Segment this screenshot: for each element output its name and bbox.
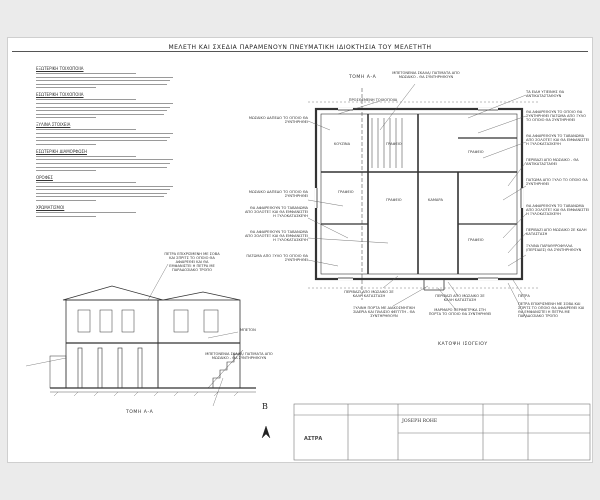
section-roof — [63, 286, 163, 300]
section-drawing — [26, 264, 256, 406]
plan-annotation-left: ΘΑ ΑΦΑΙΡΕΘΟΥΝ ΤΟ ΤΑΒΑΝΩΜΑ ΑΠΟ ΣΟΛΟΤΕΞ ΚΑΙ ΘΑ ΕΜΦΑΝΙΣΤΕΙ Η ΞΥΛΟΚΑΤΑΣΚΕΥΗ — [244, 230, 308, 242]
section-caption: ΤΟΜΗ Α-Α — [126, 410, 154, 415]
plan-annotation-bottom: ΠΕΤΡΑ — [518, 294, 530, 298]
north-arrow-icon — [262, 426, 270, 438]
plan-annotation-left: ΠΑΤΩΜΑ ΑΠΟ ΞΥΛΟ ΤΟ ΟΠΟΙΟ ΘΑ ΣΥΝΤΗΡΗΘΕΙ — [246, 254, 308, 262]
note-heading: ΕΣΩΤΕΡΙΚΗ ΤΟΙΧΟΠΟΙΙΑ — [36, 92, 84, 98]
plan-annotation-left: ΜΩΣΑΙΚΟ ΔΑΠΕΔΟ ΤΟ ΟΠΟΙΟ ΘΑ ΣΥΝΤΗΡΗΘΕΙ — [248, 190, 308, 198]
plan-annotation-right: ΠΕΡΙΒΑΖΙ ΑΠΟ ΜΩΣΑΙΚΟ - ΘΑ ΑΝΤΙΚΑΤΑΣΤΑΘΕΙ — [526, 158, 579, 166]
note-heading: ΧΡΩΜΑΤΙΣΜΟΙ — [36, 205, 65, 211]
note-heading: ΞΥΛΙΝΑ ΣΤΟΙΧΕΙΑ — [36, 122, 71, 128]
plan-annotation-right: ΤΑ ΕΙΔΗ ΥΓΙΕΙΝΗΣ ΘΑ ΑΝΤΙΚΑΤΑΣΤΑΘΟΥΝ — [526, 90, 565, 98]
plan-annotation-left: ΜΩΣΑΙΚΟ ΔΑΠΕΔΟ ΤΟ ΟΠΟΙΟ ΘΑ ΣΥΝΤΗΡΗΘΕΙ — [248, 116, 308, 124]
plan-annotation-bottom: ΠΕΤΡΑ ΕΠΙΧΡΙΣΜΕΝΗ ΜΕ ΣΟΒΑ ΚΑΙ ΣΠΡΙΤΣ ΤΟ ΟΠΟΙΟ ΘΑ ΑΦΑΙΡΕΘΕΙ ΚΑΙ ΘΑ ΕΜΦΑΝΙΣΤΕΙ Η ΠΕΤΡΑ ΜΕ ΠΑΡΑΔΟΣΙΑΚΟ ΤΡΟΠΟ — [518, 302, 585, 318]
ground-hatch — [54, 392, 238, 396]
plan-annotation-right: ΘΑ ΑΦΑΙΡΕΘΟΥΝ ΤΟ ΤΑΒΑΝΩΜΑ ΑΠΟ ΣΟΛΟΤΕΞ ΚΑΙ ΘΑ ΕΜΦΑΝΙΣΤΕΙ Η ΞΥΛΟΚΑΤΑΣΚΕΥΗ — [526, 134, 590, 146]
room-label: ΓΡΑΦΕΙΟ — [386, 198, 402, 202]
architect-name: JOSEPH ROHE — [402, 419, 438, 424]
plan-section-marker: ΤΟΜΗ Α-Α — [349, 75, 377, 80]
company-logo-text: ΑΣΤΡΑ — [304, 436, 323, 442]
plan-caption: ΚΑΤΟΨΗ ΙΣΟΓΕΙΟΥ — [438, 342, 488, 347]
plan-annotation-right: ΘΑ ΑΦΑΙΡΕΘΟΥΝ ΤΟ ΤΑΒΑΝΩΜΑ ΑΠΟ ΣΟΛΟΤΕΞ ΚΑΙ ΘΑ ΕΜΦΑΝΙΣΤΕΙ Η ΞΥΛΟΚΑΤΑΣΚΕΥΗ — [526, 204, 590, 216]
note-heading: ΟΡΟΦΕΣ — [36, 175, 53, 181]
note-heading: ΕΣΩΤΕΡΙΚΗ ΔΙΑΜΟΡΦΩΣΗ — [36, 148, 87, 154]
plan-annotation-right: ΠΑΤΩΜΑ ΑΠΟ ΞΥΛΟ ΤΟ ΟΠΟΙΟ ΘΑ ΣΥΝΤΗΡΗΘΕΙ — [526, 178, 588, 186]
plan-windows — [316, 109, 522, 279]
section-columns — [78, 348, 142, 388]
drawing-canvas — [8, 38, 592, 462]
floor-plan — [316, 88, 522, 300]
plan-annotation-top-1: ΜΠΕΤΟΝΕΝΙΑ ΣΚΑΛΑ/ ΠΑΤΙΜΑΤΑ ΑΠΟ ΜΩΣΑΙΚΟ - ΘΑ ΣΥΝΤΗΡΗΘΟΥΝ — [392, 71, 460, 79]
drawing-sheet — [7, 37, 593, 463]
plan-annotation-bottom: ΠΕΡΙΒΑΖΙ ΑΠΟ ΜΩΣΑΙΚΟ ΣΕ ΚΑΛΗ ΚΑΤΑΣΤΑΣΗ — [435, 294, 485, 302]
section-windows — [78, 310, 218, 332]
plan-annotation-bottom: ΞΥΛΙΝΗ ΠΟΡΤΑ ΜΕ ΔΙΑΚΟΣΜΗΤΙΚΗ ΣΙΔΕΡΙΑ ΚΑΙ ΠΛΑΙΣΙΟ ΦΕΓΓΙΤΗ - ΘΑ ΣΥΝΤΗΡΗΘΟΥΝ — [352, 306, 416, 318]
plan-annotation-bottom: ΜΑΡΜΑΡΟ ΠΕΡΙΜΕΤΡΙΚΑ ΣΤΗ ΠΟΡΤΑ ΤΟ ΟΠΟΙΟ ΘΑ ΣΥΝΤΗΡΗΘΕΙ — [428, 308, 492, 316]
title-block-frame — [294, 404, 590, 460]
section-facade-note: ΠΕΤΡΑ ΕΠΙΧΡΙΣΜΕΝΗ ΜΕ ΣΟΒΑ ΚΑΙ ΣΠΡΙΤΣ ΤΟ ΟΠΟΙΟ ΘΑ ΑΦΑΙΡΕΘΕΙ ΚΑΙ ΘΑ ΕΜΦΑΝΙΣΤΕΙ Η ΠΕΤΡΑ ΜΕ ΠΑΡΑΔΟΣΙΑΚΟ ΤΡΟΠΟ — [164, 252, 220, 272]
room-label: ΓΡΑΦΕΙΟ — [468, 238, 484, 242]
room-label: ΚΟΥΖΙΝΑ — [334, 142, 351, 146]
section-stair-note: ΜΠΕΤΟΝΕΝΙΑ ΣΚΑΛΑ/ ΠΑΤΙΜΑΤΑ ΑΠΟ ΜΩΣΑΙΚΟ - ΘΑ ΣΥΝΤΗΡΗΘΟΥΝ — [205, 352, 273, 360]
right-block — [158, 300, 240, 388]
room-label: ΓΡΑΦΕΙΟ — [338, 190, 354, 194]
plan-outer-wall — [316, 109, 522, 279]
plan-annotation-right: ΠΕΡΙΒΑΖΙ ΑΠΟ ΜΩΣΑΙΚΟ ΣΕ ΚΑΛΗ ΚΑΤΑΣΤΑΣΗ — [526, 228, 587, 236]
note-heading: ΕΞΩΤΕΡΙΚΗ ΤΟΙΧΟΠΟΙΙΑ — [36, 66, 84, 71]
plan-annotation-bottom: ΠΕΡΙΒΑΖΙ ΑΠΟ ΜΩΣΑΙΚΟ ΣΕ ΚΑΛΗ ΚΑΤΑΣΤΑΣΗ — [344, 290, 394, 298]
entrance-door — [424, 279, 444, 290]
room-label: ΚΑΜΑΡΑ — [428, 198, 443, 202]
room-label: ΓΡΑΦΕΙΟ — [386, 142, 402, 146]
sheet-title: ΜΕΛΕΤΗ ΚΑΙ ΣΧΕΔΙΑ ΠΑΡΑΜΕΝΟΥΝ ΠΝΕΥΜΑΤΙΚΗ ΙΔΙΟΚΤΗΣΙΑ ΤΟΥ ΜΕΛΕΤΗΤΗ — [168, 44, 432, 51]
section-roof-right — [163, 292, 240, 300]
plan-annotation-top-2: ΠΡΟΣΘΕΜΕΝΗ ΤΟΙΧΟΠΟΙΙΑ — [348, 98, 398, 102]
plan-annotation-right: ΘΑ ΑΦΑΙΡΕΘΟΥΝ ΤΟ ΟΠΟΙΟ ΘΑ ΣΥΝΤΗΡΗΘΕΙ ΠΑΤΩΜΑ ΑΠΟ ΞΥΛΟ ΤΟ ΟΠΟΙΟ ΘΑ ΣΥΝΤΗΡΗΘΕΙ — [526, 110, 586, 122]
plan-annotation-left: ΘΑ ΑΦΑΙΡΕΘΟΥΝ ΤΟ ΤΑΒΑΝΩΜΑ ΑΠΟ ΣΟΛΟΤΕΞ ΚΑΙ ΘΑ ΕΜΦΑΝΙΣΤΕΙ Η ΞΥΛΟΚΑΤΑΣΚΕΥΗ — [244, 206, 308, 218]
section-concrete-label: ΜΠΕΤΟΝ — [240, 328, 256, 332]
annotation-leaders — [308, 84, 538, 318]
room-label: ΓΡΑΦΕΙΟ — [468, 150, 484, 154]
north-label: Β — [262, 402, 268, 411]
plan-annotation-right: ΞΥΛΙΝΑ ΠΑΡΑΘΥΡΟΦΥΛΛΑ (ΠΕΡΣΙΔΕΣ) ΘΑ ΣΥΝΤΗΡΗΘΟΥΝ — [526, 244, 582, 252]
